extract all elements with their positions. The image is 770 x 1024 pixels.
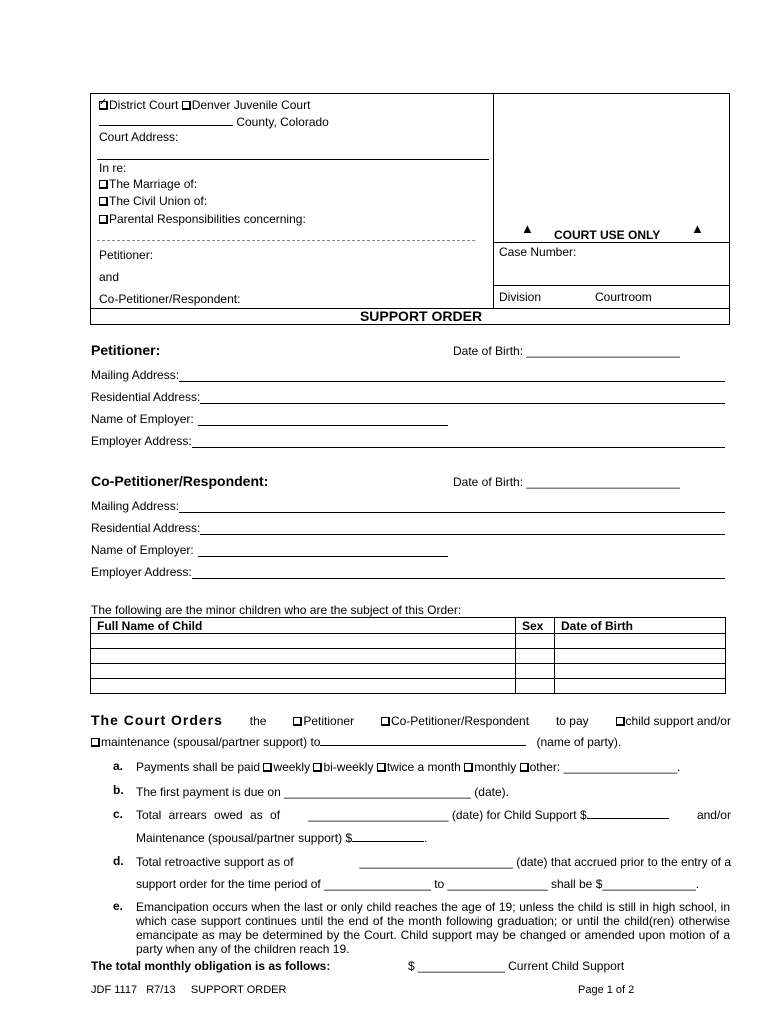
- triangle-right-icon: ▲: [691, 221, 704, 236]
- payer-respondent-label: Co-Petitioner/Respondent: [390, 714, 530, 728]
- caption-and-label: and: [99, 270, 120, 284]
- employer-address-label: Employer Address:: [91, 565, 192, 579]
- retroactive-row: [136, 855, 731, 869]
- respondent-employer-address-row: [91, 565, 725, 579]
- retroactive-period-text[interactable]: support order for the time period of ________________ to _______________ shall be $______________.: [136, 877, 700, 891]
- to-pay-label: to pay: [555, 714, 589, 728]
- the-label: the: [249, 714, 267, 728]
- marriage-label: The Marriage of:: [109, 177, 198, 191]
- item-b-letter: b.: [113, 783, 124, 797]
- child-dob-cell[interactable]: [555, 649, 726, 664]
- residential-address-label: Residential Address:: [91, 390, 201, 404]
- child-dob-cell[interactable]: [555, 664, 726, 679]
- table-row: [91, 634, 726, 649]
- payer-petitioner-option: [293, 714, 354, 728]
- arrears-maintenance-label: Maintenance (spousal/partner support) $: [136, 831, 353, 845]
- child-dob-cell[interactable]: [555, 679, 726, 694]
- arrears-child-support-field[interactable]: [587, 818, 669, 819]
- twice-monthly-checkbox[interactable]: [377, 763, 386, 772]
- payer-respondent-checkbox[interactable]: [381, 717, 390, 726]
- child-sex-cell[interactable]: [516, 664, 555, 679]
- employer-name-label: Name of Employer:: [91, 412, 194, 426]
- first-payment-text[interactable]: The first payment is due on ____________________________ (date).: [136, 785, 509, 799]
- children-table: [90, 617, 726, 694]
- total-obligation-label: The total monthly obligation is as follows:: [91, 959, 331, 973]
- employer-name-label: Name of Employer:: [91, 543, 194, 557]
- payee-name-field[interactable]: [320, 745, 526, 746]
- respondent-employer-address-field[interactable]: [192, 566, 725, 579]
- other-checkbox[interactable]: [520, 763, 529, 772]
- district-court-checkbox[interactable]: [99, 101, 108, 110]
- biweekly-label: bi-weekly: [323, 760, 374, 774]
- arrears-label: Total arrears owed as of: [136, 808, 281, 822]
- petitioner-mailing-field[interactable]: [179, 369, 725, 382]
- civil-union-label: The Civil Union of:: [109, 194, 208, 208]
- child-name-cell[interactable]: [91, 679, 516, 694]
- petitioner-dob[interactable]: Date of Birth: _______________________: [453, 344, 680, 358]
- twice-monthly-label: twice a month: [386, 760, 461, 774]
- monthly-checkbox[interactable]: [464, 763, 473, 772]
- petitioner-employer-address-field[interactable]: [192, 435, 725, 448]
- child-sex-cell[interactable]: [516, 649, 555, 664]
- arrears-maintenance-field[interactable]: [352, 841, 424, 842]
- weekly-label: weekly: [273, 760, 311, 774]
- case-number-label: Case Number:: [499, 245, 577, 259]
- mailing-address-label: Mailing Address:: [91, 499, 180, 513]
- payer-respondent-option: [381, 714, 529, 728]
- court-orders-heading: The Court Orders: [91, 712, 223, 728]
- name-of-party-label: (name of party).: [536, 735, 622, 749]
- table-row: [91, 664, 726, 679]
- court-use-only-label: COURT USE ONLY: [554, 228, 661, 242]
- child-name-cell[interactable]: [91, 649, 516, 664]
- respondent-employer-row: [91, 543, 725, 557]
- in-re-label: In re:: [99, 161, 127, 175]
- child-dob-cell[interactable]: [555, 634, 726, 649]
- respondent-employer-field[interactable]: [198, 544, 448, 557]
- table-row: [91, 649, 726, 664]
- marriage-checkbox[interactable]: [99, 180, 108, 189]
- caption-petitioner-label: Petitioner:: [99, 248, 154, 262]
- marriage-row: [99, 177, 197, 191]
- parental-row: [99, 212, 306, 226]
- court-use-divider: [494, 242, 729, 243]
- court-orders-line-1: [91, 712, 731, 728]
- retroactive-date-text[interactable]: _______________________ (date) that accrued prior to the entry of a: [359, 855, 731, 869]
- retroactive-label: Total retroactive support as of: [136, 855, 294, 869]
- maintenance-checkbox[interactable]: [91, 738, 100, 747]
- page-number: Page 1 of 2: [578, 984, 635, 996]
- caption-box: [90, 93, 730, 325]
- county-row: [99, 115, 329, 129]
- division-label: Division: [499, 290, 542, 304]
- caption-copetitioner-label: Co-Petitioner/Respondent:: [99, 292, 241, 306]
- respondent-residential-row: [91, 521, 725, 535]
- denver-juvenile-checkbox[interactable]: [182, 101, 191, 110]
- child-sex-cell[interactable]: [516, 679, 555, 694]
- children-intro: The following are the minor children who are the subject of this Order:: [91, 603, 462, 617]
- arrears-fields: [308, 808, 668, 822]
- residential-address-label: Residential Address:: [91, 521, 201, 535]
- child-support-option: [616, 714, 731, 728]
- employer-address-label: Employer Address:: [91, 434, 192, 448]
- item-e-letter: e.: [113, 899, 124, 913]
- parental-checkbox[interactable]: [99, 215, 108, 224]
- petitioner-mailing-row: [91, 368, 725, 382]
- mailing-address-label: Mailing Address:: [91, 368, 180, 382]
- case-number-divider: [494, 285, 729, 286]
- biweekly-checkbox[interactable]: [313, 763, 322, 772]
- payer-petitioner-checkbox[interactable]: [293, 717, 302, 726]
- current-child-support-text[interactable]: $ _____________ Current Child Support: [408, 959, 625, 973]
- payment-frequency-row: [136, 760, 680, 774]
- child-support-label: child support and/or: [625, 714, 731, 728]
- court-address-label: Court Address:: [99, 130, 179, 144]
- monthly-label: monthly: [474, 760, 517, 774]
- child-name-cell[interactable]: [91, 634, 516, 649]
- arrears-maintenance-row: Maintenance (spousal/partner support) $ .: [136, 831, 428, 845]
- petitioner-residential-row: [91, 390, 725, 404]
- emancipation-text: Emancipation occurs when the last or only child reaches the age of 19; unless the child is still in high school, in which case support continues until the end of the month following graduation; or until the child(ren) otherwise emancipate as may be determined by the Court. Child support may be changed or amended upon motion of a party when any of the children reach 19.: [136, 900, 730, 956]
- petitioner-heading: Petitioner:: [91, 342, 161, 358]
- petitioner-employer-field[interactable]: [198, 413, 448, 426]
- item-a-letter: a.: [113, 759, 124, 773]
- civil-union-checkbox[interactable]: [99, 197, 108, 206]
- respondent-mailing-row: [91, 499, 725, 513]
- child-support-checkbox[interactable]: [616, 717, 625, 726]
- respondent-residential-field[interactable]: [200, 522, 725, 535]
- petitioner-employer-row: [91, 412, 725, 426]
- courtroom-label: Courtroom: [595, 290, 652, 304]
- district-court-label: District Court: [109, 98, 179, 112]
- respondent-mailing-field[interactable]: [179, 500, 725, 513]
- col-sex: Sex: [516, 618, 555, 634]
- payer-petitioner-label: Petitioner: [303, 714, 355, 728]
- caption-vertical-divider: [493, 94, 494, 308]
- arrears-date-text[interactable]: _____________________ (date) for Child Support $: [308, 808, 587, 822]
- form-id-footer: JDF 1117 R7/13 SUPPORT ORDER: [91, 984, 287, 996]
- parental-label: Parental Responsibilities concerning:: [109, 212, 306, 226]
- petitioner-residential-field[interactable]: [200, 391, 725, 404]
- other-label[interactable]: other: _________________.: [529, 760, 681, 774]
- court-orders-line-2: [91, 735, 621, 749]
- triangle-left-icon: ▲: [521, 221, 534, 236]
- col-full-name: Full Name of Child: [91, 618, 516, 634]
- denver-juvenile-label: Denver Juvenile Court: [191, 98, 311, 112]
- petitioner-employer-address-row: [91, 434, 725, 448]
- child-name-cell[interactable]: [91, 664, 516, 679]
- county-field[interactable]: [99, 125, 233, 126]
- and-or-label: and/or: [696, 808, 731, 822]
- party-names-line[interactable]: [97, 240, 475, 241]
- item-d-letter: d.: [113, 854, 124, 868]
- child-sex-cell[interactable]: [516, 634, 555, 649]
- table-header-row: [91, 618, 726, 634]
- payments-label: Payments shall be paid: [136, 760, 261, 774]
- weekly-checkbox[interactable]: [263, 763, 272, 772]
- respondent-dob[interactable]: Date of Birth: _______________________: [453, 475, 680, 489]
- court-type-row: [99, 98, 310, 112]
- item-c-letter: c.: [113, 807, 124, 821]
- arrears-row: [136, 808, 731, 822]
- col-date-of-birth: Date of Birth: [555, 618, 726, 634]
- respondent-heading: Co-Petitioner/Respondent:: [91, 473, 269, 489]
- table-row: [91, 679, 726, 694]
- maintenance-label: maintenance (spousal/partner support) to: [101, 735, 321, 749]
- county-label: County, Colorado: [236, 115, 329, 129]
- civil-union-row: [99, 194, 207, 208]
- page-title: SUPPORT ORDER: [359, 308, 483, 324]
- court-address-line: [97, 159, 489, 160]
